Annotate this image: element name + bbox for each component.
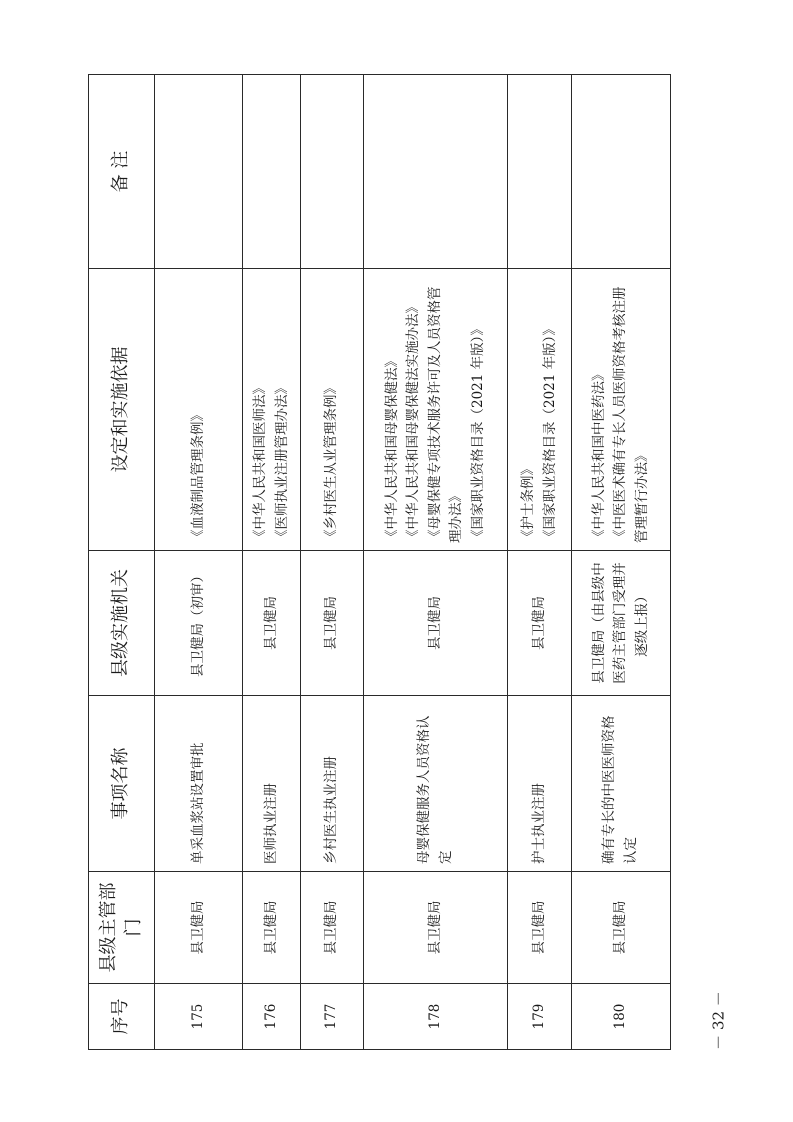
basis-line: 《中华人民共和国中医药法》 — [590, 367, 607, 543]
cell-remark — [508, 75, 572, 269]
rotated-table-container — [88, 75, 670, 1050]
cell-basis — [572, 269, 671, 551]
cell-dept: 县卫健局 — [572, 872, 671, 984]
cell-dept: 县卫健局 — [364, 872, 508, 984]
cell-seq: 175 — [155, 984, 243, 1050]
basis-line: 《护士条例》 — [519, 462, 536, 543]
cell-seq: 179 — [508, 984, 572, 1050]
cell-remark — [572, 75, 671, 269]
header-agency: 县级实施机关 — [89, 551, 155, 696]
cell-item: 护士执业注册 — [508, 696, 572, 872]
basis-line: 《血液制品管理条例》 — [189, 408, 206, 543]
cell-item: 母婴保健服务人员资格认定 — [364, 696, 508, 872]
table-row — [243, 75, 301, 1050]
cell-agency: 县卫健局 — [364, 551, 508, 696]
basis-line: 《医师执业注册管理办法》 — [273, 381, 290, 543]
cell-basis — [364, 269, 508, 551]
basis-line: 《中华人民共和国医师法》 — [251, 381, 268, 543]
basis-line: 《中华人民共和国母婴保健法实施办法》 — [405, 300, 422, 543]
cell-seq: 177 — [301, 984, 364, 1050]
cell-item: 单采血浆站设置审批 — [155, 696, 243, 872]
cell-dept: 县卫健局 — [155, 872, 243, 984]
basis-line: 《母婴保健专项技术服务许可及人员资格管理办法》 — [426, 286, 465, 543]
cell-item: 确有专长的中医医师资格认定 — [572, 696, 671, 872]
administrative-items-table — [88, 74, 671, 1050]
cell-remark — [243, 75, 301, 269]
header-seq: 序号 — [89, 984, 155, 1050]
cell-basis — [301, 269, 364, 551]
table-row — [572, 75, 671, 1050]
table-row — [364, 75, 508, 1050]
basis-line: 《国家职业资格目录（2021 年版）》 — [541, 322, 558, 543]
cell-remark — [155, 75, 243, 269]
cell-agency: 县卫健局（初审） — [155, 551, 243, 696]
table-row — [155, 75, 243, 1050]
header-basis: 设定和实施依据 — [89, 269, 155, 551]
cell-remark — [301, 75, 364, 269]
cell-agency: 县卫健局（由县级中医药主管部门受理并逐级上报） — [572, 551, 671, 696]
page-number-text: － 32 － — [709, 991, 728, 1050]
cell-basis — [155, 269, 243, 551]
basis-line: 《国家职业资格目录（2021 年版）》 — [469, 322, 486, 543]
cell-dept: 县卫健局 — [243, 872, 301, 984]
header-dept: 县级主管部门 — [89, 872, 155, 984]
header-item: 事项名称 — [89, 696, 155, 872]
cell-remark — [364, 75, 508, 269]
header-remark: 备 注 — [89, 75, 155, 269]
cell-basis — [243, 269, 301, 551]
table-row — [508, 75, 572, 1050]
cell-agency: 县卫健局 — [301, 551, 364, 696]
cell-seq: 180 — [572, 984, 671, 1050]
cell-basis — [508, 269, 572, 551]
cell-item: 乡村医生执业注册 — [301, 696, 364, 872]
table-row — [301, 75, 364, 1050]
basis-line: 《乡村医生从业管理条例》 — [323, 381, 340, 543]
cell-seq: 176 — [243, 984, 301, 1050]
cell-item: 医师执业注册 — [243, 696, 301, 872]
page-number — [703, 985, 727, 1055]
cell-agency: 县卫健局 — [243, 551, 301, 696]
cell-dept: 县卫健局 — [301, 872, 364, 984]
table-header-row — [89, 75, 155, 1050]
cell-agency: 县卫健局 — [508, 551, 572, 696]
basis-line: 《中华人民共和国母婴保健法》 — [383, 354, 400, 543]
cell-dept: 县卫健局 — [508, 872, 572, 984]
basis-line: 《中医医术确有专长人员医师资格考核注册管理暂行办法》 — [612, 286, 650, 543]
cell-seq: 178 — [364, 984, 508, 1050]
